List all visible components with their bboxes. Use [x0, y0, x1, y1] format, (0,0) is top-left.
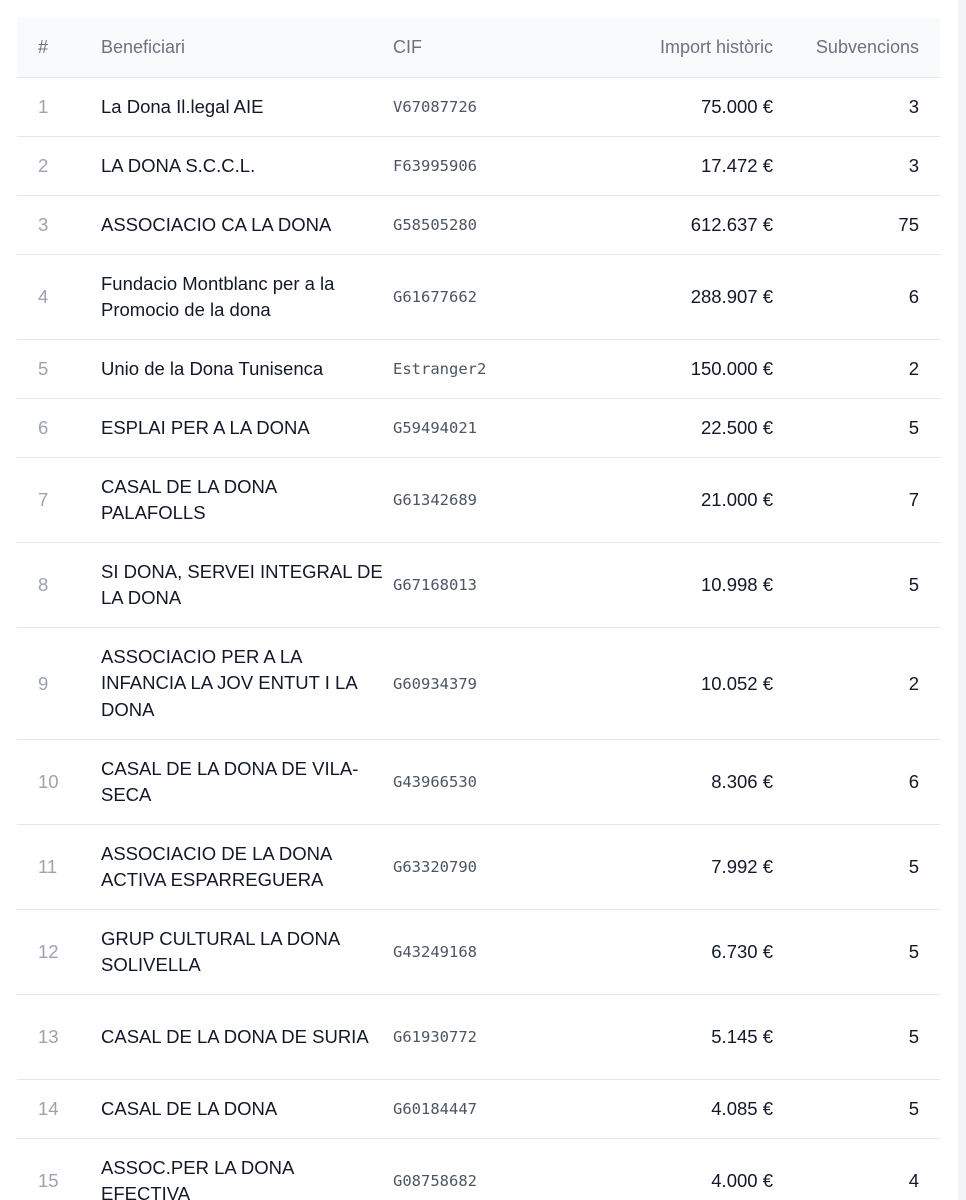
- beneficiary-name[interactable]: ASSOCIACIO PER A LA INFANCIA LA JOV ENTUT I LA DONA: [101, 645, 357, 720]
- row-number: 7: [38, 489, 49, 510]
- beneficiary-name[interactable]: Fundacio Montblanc per a la Promocio de la dona: [101, 272, 335, 320]
- cif-code: G61342689: [393, 491, 477, 509]
- subvencions-count: 6: [908, 286, 919, 307]
- table-row[interactable]: [17, 137, 940, 196]
- table-row[interactable]: [17, 740, 940, 825]
- cif-code: G43966530: [393, 773, 477, 791]
- import-amount: 75.000 €: [700, 96, 773, 117]
- subvencions-count: 75: [898, 214, 919, 235]
- cif-code: G67168013: [393, 576, 477, 594]
- beneficiary-name[interactable]: CASAL DE LA DONA DE SURIA: [101, 1025, 369, 1047]
- beneficiary-name[interactable]: SI DONA, SERVEI INTEGRAL DE LA DONA: [101, 560, 383, 608]
- cif-code: G43249168: [393, 943, 477, 961]
- import-amount: 10.998 €: [700, 574, 773, 595]
- row-number: 11: [38, 856, 58, 877]
- table-row[interactable]: [17, 910, 940, 995]
- row-number: 1: [38, 96, 49, 117]
- row-number: 12: [38, 941, 59, 962]
- table-row[interactable]: [17, 458, 940, 543]
- scrollbar[interactable]: [958, 0, 966, 1200]
- table-row[interactable]: [17, 255, 940, 340]
- row-number: 3: [38, 214, 49, 235]
- row-number: 14: [38, 1098, 59, 1119]
- import-amount: 5.145 €: [711, 1026, 773, 1047]
- subvencions-count: 5: [908, 417, 919, 438]
- subvencions-count: 2: [908, 358, 919, 379]
- header-num[interactable]: #: [38, 37, 49, 57]
- row-number: 9: [38, 672, 49, 694]
- beneficiary-name[interactable]: ASSOC.PER LA DONA EFECTIVA: [101, 1156, 294, 1200]
- subvencions-count: 5: [908, 1098, 919, 1119]
- import-amount: 288.907 €: [690, 286, 773, 307]
- import-amount: 4.000 €: [711, 1170, 773, 1191]
- beneficiary-name[interactable]: ASSOCIACIO CA LA DONA: [101, 213, 332, 235]
- table-header: [17, 18, 940, 78]
- cif-code: G60934379: [393, 674, 477, 693]
- header-beneficiari[interactable]: Beneficiari: [101, 37, 186, 58]
- import-amount: 17.472 €: [700, 155, 773, 176]
- header-import[interactable]: Import històric: [659, 37, 773, 57]
- subvencions-count: 7: [908, 489, 919, 510]
- table-row[interactable]: [17, 196, 940, 255]
- beneficiary-name[interactable]: ASSOCIACIO DE LA DONA ACTIVA ESPARREGUERA: [101, 842, 332, 890]
- beneficiary-name[interactable]: CASAL DE LA DONA PALAFOLLS: [101, 475, 277, 523]
- header-subvencions[interactable]: Subvencions: [815, 37, 919, 57]
- subvencions-count: 2: [908, 672, 919, 694]
- cif-code: G63320790: [393, 858, 477, 876]
- subvencions-count: 3: [908, 96, 919, 117]
- subvencions-count: 4: [908, 1170, 919, 1191]
- table-row[interactable]: [17, 543, 940, 628]
- row-number: 4: [38, 286, 49, 307]
- beneficiary-name[interactable]: GRUP CULTURAL LA DONA SOLIVELLA: [101, 927, 340, 975]
- row-number: 5: [38, 358, 49, 379]
- cif-code: G58505280: [393, 216, 477, 234]
- import-amount: 4.085 €: [711, 1098, 773, 1119]
- row-number: 8: [38, 574, 49, 595]
- beneficiary-name[interactable]: CASAL DE LA DONA: [101, 1097, 278, 1119]
- import-amount: 21.000 €: [700, 489, 773, 510]
- cif-code: Estranger2: [393, 360, 487, 378]
- subvencions-count: 5: [908, 574, 919, 595]
- cif-code: G60184447: [393, 1100, 477, 1118]
- beneficiary-name[interactable]: LA DONA S.C.C.L.: [101, 154, 256, 176]
- row-number: 10: [38, 771, 59, 792]
- table-body: [17, 78, 940, 1200]
- row-number: 13: [38, 1026, 59, 1047]
- beneficiaries-table: [17, 18, 940, 1200]
- cif-code: F63995906: [393, 157, 477, 175]
- subvencions-count: 3: [908, 155, 919, 176]
- subvencions-count: 6: [908, 771, 919, 792]
- table-row[interactable]: [17, 340, 940, 399]
- beneficiary-name[interactable]: ESPLAI PER A LA DONA: [101, 416, 310, 438]
- beneficiary-name[interactable]: Unio de la Dona Tunisenca: [101, 357, 324, 379]
- cif-code: V67087726: [393, 98, 477, 116]
- header-cif[interactable]: CIF: [393, 37, 422, 57]
- table-row[interactable]: [17, 995, 940, 1080]
- table-row[interactable]: [17, 78, 940, 137]
- beneficiary-name[interactable]: La Dona Il.legal AIE: [101, 95, 264, 117]
- row-number: 15: [38, 1170, 59, 1191]
- import-amount: 22.500 €: [700, 417, 773, 438]
- import-amount: 150.000 €: [690, 358, 773, 379]
- cif-code: G08758682: [393, 1172, 477, 1190]
- subvencions-count: 5: [908, 856, 919, 877]
- cif-code: G61677662: [393, 288, 477, 306]
- table-row[interactable]: [17, 1139, 940, 1200]
- row-number: 6: [38, 417, 49, 438]
- import-amount: 10.052 €: [700, 672, 773, 694]
- row-number: 2: [38, 155, 49, 176]
- cif-code: G59494021: [393, 419, 477, 437]
- table-row[interactable]: [17, 399, 940, 458]
- import-amount: 612.637 €: [690, 214, 773, 235]
- subvencions-count: 5: [908, 941, 919, 962]
- cif-code: G61930772: [393, 1028, 477, 1046]
- beneficiary-name[interactable]: CASAL DE LA DONA DE VILA-SECA: [101, 757, 359, 805]
- table-row[interactable]: [17, 825, 940, 910]
- import-amount: 8.306 €: [711, 771, 773, 792]
- subvencions-count: 5: [908, 1026, 919, 1047]
- table-row[interactable]: [17, 628, 940, 740]
- table-row[interactable]: [17, 1080, 940, 1139]
- import-amount: 6.730 €: [711, 941, 773, 962]
- import-amount: 7.992 €: [711, 856, 773, 877]
